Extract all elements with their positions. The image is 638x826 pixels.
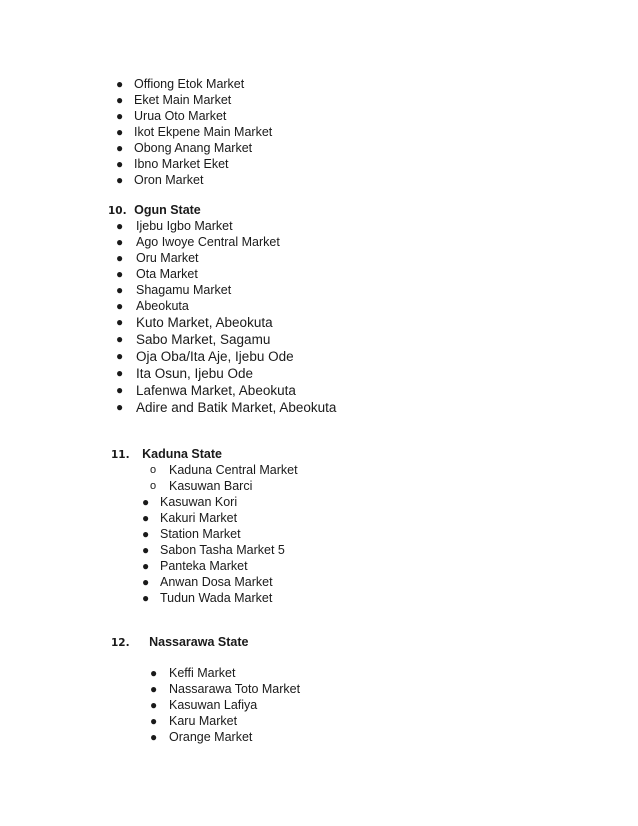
bullet-icon: ● <box>150 698 158 712</box>
list-item: ● Adire and Batik Market, Abeokuta <box>116 400 337 415</box>
bullet-icon: ● <box>142 559 150 573</box>
list-item: ● Ijebu Igbo Market <box>116 219 233 233</box>
section-title: Ogun State <box>134 203 201 217</box>
list-item: ● Eket Main Market <box>116 93 232 107</box>
bullet-icon: ● <box>116 349 124 363</box>
list-item: ● Urua Oto Market <box>116 109 227 123</box>
bullet-icon: ● <box>116 400 124 414</box>
list-item: ● Nassarawa Toto Market <box>150 682 301 696</box>
list-item: ● Obong Anang Market <box>116 141 253 155</box>
bullet-icon: ● <box>116 219 124 233</box>
list-item: ● Lafenwa Market, Abeokuta <box>116 383 296 398</box>
bullet-icon: ● <box>116 383 124 397</box>
bullet-icon: ● <box>116 251 124 265</box>
section-heading-ogun <box>108 202 201 219</box>
bullet-icon: ● <box>116 173 124 187</box>
kaduna-central-list <box>150 462 298 494</box>
list-item: ● Kuto Market, Abeokuta <box>116 315 273 330</box>
kaduna-market-list <box>142 494 285 606</box>
list-item: ● Oja Oba/Ita Aje, Ijebu Ode <box>116 349 294 364</box>
list-item: ● Panteka Market <box>142 559 248 573</box>
bullet-icon: ● <box>116 141 124 155</box>
bullet-icon: ● <box>150 730 158 744</box>
section-title: Nassarawa State <box>149 635 249 649</box>
section-number: 12. <box>111 637 130 649</box>
bullet-icon: ● <box>150 714 158 728</box>
bullet-icon: ● <box>116 109 124 123</box>
list-item: ● Karu Market <box>150 714 238 728</box>
circle-bullet-icon: o <box>150 464 157 476</box>
list-item: ● Kasuwan Kori <box>142 495 238 509</box>
circle-bullet-icon: o <box>150 480 157 492</box>
list-item: ● Kakuri Market <box>142 511 238 525</box>
list-item: ● Ota Market <box>116 267 198 281</box>
list-item: o Kasuwan Barci <box>150 479 253 493</box>
bullet-icon: ● <box>116 332 124 346</box>
list-item: o Kaduna Central Market <box>150 463 298 477</box>
akwa-ibom-market-list <box>116 76 272 188</box>
list-item: ● Keffi Market <box>150 666 236 680</box>
bullet-icon: ● <box>116 77 124 91</box>
list-item: ● Kasuwan Lafiya <box>150 698 258 712</box>
list-item: ● Ibno Market Eket <box>116 157 229 171</box>
list-item: ● Offiong Etok Market <box>116 77 245 91</box>
bullet-icon: ● <box>150 682 158 696</box>
section-heading-nassarawa <box>111 634 248 651</box>
section-number: 11. <box>111 449 130 461</box>
bullet-icon: ● <box>142 591 150 605</box>
bullet-icon: ● <box>116 235 124 249</box>
bullet-icon: ● <box>142 575 150 589</box>
section-title: Kaduna State <box>142 447 222 461</box>
list-item: ● Oron Market <box>116 173 204 187</box>
section-number: 10. <box>108 205 127 217</box>
bullet-icon: ● <box>116 366 124 380</box>
bullet-icon: ● <box>116 299 124 313</box>
bullet-icon: ● <box>142 543 150 557</box>
list-item: ● Anwan Dosa Market <box>142 575 273 589</box>
bullet-icon: ● <box>116 93 124 107</box>
list-item: ● Ita Osun, Ijebu Ode <box>116 366 254 381</box>
ogun-market-list <box>116 218 280 314</box>
list-item: ● Shagamu Market <box>116 283 232 297</box>
bullet-icon: ● <box>116 315 124 329</box>
ogun-market-list-continued <box>116 314 336 416</box>
bullet-icon: ● <box>116 283 124 297</box>
list-item: ● Sabo Market, Sagamu <box>116 332 271 347</box>
bullet-icon: ● <box>150 666 158 680</box>
list-item: ● Tudun Wada Market <box>142 591 273 605</box>
bullet-icon: ● <box>116 267 124 281</box>
list-item: ● Ago Iwoye Central Market <box>116 235 280 249</box>
section-heading-kaduna <box>111 446 222 463</box>
bullet-icon: ● <box>142 495 150 509</box>
bullet-icon: ● <box>142 527 150 541</box>
bullet-icon: ● <box>116 157 124 171</box>
list-item: ● Orange Market <box>150 730 253 744</box>
list-item: ● Oru Market <box>116 251 199 265</box>
list-item: ● Sabon Tasha Market 5 <box>142 543 285 557</box>
bullet-icon: ● <box>142 511 150 525</box>
list-item: ● Abeokuta <box>116 299 189 313</box>
nassarawa-market-list <box>150 665 300 745</box>
list-item: ● Ikot Ekpene Main Market <box>116 125 273 139</box>
list-item: ● Station Market <box>142 527 241 541</box>
bullet-icon: ● <box>116 125 124 139</box>
